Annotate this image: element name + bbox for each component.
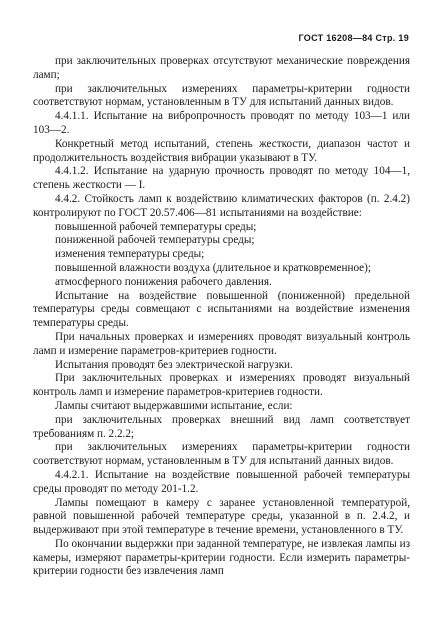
paragraph: 4.4.1.2. Испытание на ударную прочность проводят по методу 104—1, степень жесткости — I. bbox=[33, 165, 410, 192]
paragraph: При начальных проверках и измерениях проводят визуальный контроль ламп и измерение параметров-критериев годности. bbox=[33, 330, 410, 357]
page-header: ГОСТ 16208—84 Стр. 19 bbox=[298, 33, 409, 43]
paragraph: при заключительных измерениях параметры-критерии годности соответствуют нормам, установленным в ТУ для испытаний данных видов. bbox=[33, 82, 410, 109]
paragraph: По окончании выдержки при заданной температуре, не извлекая лампы из камеры, измеряют параметры-критерии годности. Если измерить параметры-критерии годности без извлечения ламп bbox=[33, 537, 410, 578]
paragraph: 4.4.2.1. Испытание на воздействие повышенной рабочей температуры среды проводят по методу 201-1.2. bbox=[33, 468, 410, 495]
list-item: пониженной рабочей температуры среды; bbox=[55, 234, 255, 247]
paragraph: при заключительных проверках отсутствуют механические повреждения ламп; bbox=[33, 55, 410, 81]
paragraph: Испытание на воздействие повышенной (пониженной) предельной температуры среды совмещают с испытаниями на воздействие изменения температуры среды. bbox=[33, 289, 410, 330]
list-item: повышенной рабочей температуры среды; bbox=[55, 220, 257, 233]
paragraph: Лампы считают выдержавшими испытание, если: bbox=[55, 399, 293, 412]
list-item: повышенной влажности воздуха (длительное и кратковременное); bbox=[55, 261, 371, 274]
list-item: атмосферного понижения рабочего давления. bbox=[55, 275, 272, 288]
paragraph: При заключительных проверках и измерениях проводят визуальный контроль ламп и измерение параметров-критериев годности. bbox=[33, 372, 410, 399]
paragraph: 4.4.1.1. Испытание на вибропрочность проводят по методу 103—1 или 103—2. bbox=[33, 110, 410, 136]
list-item: при заключительных проверках внешний вид ламп соответствует требованиям п. 2.2.2; bbox=[33, 413, 410, 440]
paragraph: Испытания проводят без электрической нагрузки. bbox=[55, 358, 293, 371]
list-item: изменения температуры среды; bbox=[55, 248, 205, 261]
list-item: при заключительных измерениях параметры-критерии годности соответствуют нормам, установленным в ТУ для испытаний данных видов. bbox=[33, 441, 410, 468]
document-body bbox=[33, 55, 410, 579]
paragraph: Конкретный метод испытаний, степень жесткости, диапазон частот и продолжительность воздействия вибрации указывают в ТУ. bbox=[33, 137, 410, 164]
paragraph: 4.4.2. Стойкость ламп к воздействию климатических факторов (п. 2.4.2) контролируют по ГОСТ 20.57.406—81 испытаниями на воздействие: bbox=[33, 192, 410, 219]
paragraph: Лампы помещают в камеру с заранее установленной температурой, равной повышенной рабочей температуре среды, указанной в п. 2.4.2, и выдерживают при этой температуре в течение времени, установленного в ТУ. bbox=[33, 496, 410, 537]
